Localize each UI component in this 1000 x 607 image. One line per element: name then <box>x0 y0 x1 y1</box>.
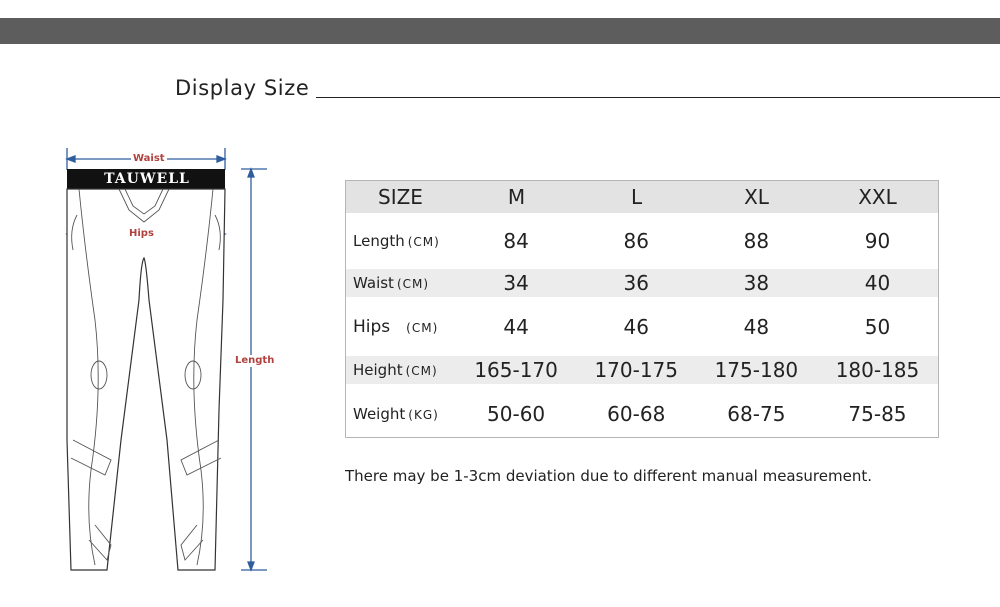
hips-label: Hips <box>129 228 154 239</box>
waist-label: Waist <box>133 153 165 164</box>
row-label <box>346 317 456 337</box>
table-cell: 50 <box>864 315 891 339</box>
pants-diagram <box>55 140 285 580</box>
table-cell: 88 <box>743 229 770 253</box>
row-label-text: Waist <box>353 274 394 292</box>
table-cell: 34 <box>503 271 529 295</box>
row-unit: (CM) <box>406 321 439 335</box>
table-cell: 90 <box>864 229 891 253</box>
table-row-hips <box>346 307 938 347</box>
table-row-height <box>346 356 938 384</box>
table-cell: 46 <box>623 315 649 339</box>
table-cell: 48 <box>743 315 770 339</box>
table-cell: 40 <box>864 271 891 295</box>
row-label <box>346 405 456 423</box>
row-unit: (CM) <box>405 364 438 378</box>
table-row-weight <box>346 394 938 434</box>
table-cell: 36 <box>623 271 649 295</box>
top-banner-bar <box>0 18 1000 44</box>
table-cell: 86 <box>623 229 649 253</box>
row-label <box>346 232 456 250</box>
row-label-text: Weight <box>353 405 406 423</box>
table-cell: 75-85 <box>848 402 907 426</box>
table-cell: 50-60 <box>487 402 546 426</box>
section-title: Display Size <box>175 76 310 100</box>
length-label: Length <box>235 355 275 366</box>
table-row-length <box>346 221 938 261</box>
measurement-note: There may be 1-3cm deviation due to different manual measurement. <box>345 467 872 485</box>
brand-logo: TAUWELL <box>104 171 190 187</box>
table-cell: 38 <box>743 271 770 295</box>
size-header: M <box>507 185 526 209</box>
row-label-text: Length <box>353 232 405 250</box>
title-underline <box>316 97 1000 98</box>
size-header-label: SIZE <box>378 185 423 209</box>
table-cell: 84 <box>503 229 529 253</box>
row-label-text: Height <box>353 361 403 379</box>
row-label <box>346 274 456 292</box>
row-unit: (KG) <box>408 408 439 422</box>
size-header: XXL <box>858 185 897 209</box>
row-label-text: Hips <box>353 317 391 337</box>
table-cell: 180-185 <box>835 358 920 382</box>
row-label <box>346 361 456 379</box>
table-cell: 175-180 <box>714 358 799 382</box>
row-unit: (CM) <box>407 235 440 249</box>
row-unit: (CM) <box>396 277 430 291</box>
table-cell: 68-75 <box>727 402 786 426</box>
table-cell: 170-175 <box>594 358 679 382</box>
table-cell: 44 <box>503 315 529 339</box>
size-chart-table <box>345 180 939 438</box>
table-header-row <box>346 181 938 213</box>
size-header: XL <box>744 185 769 209</box>
table-cell: 165-170 <box>474 358 558 382</box>
table-row-waist <box>346 269 938 297</box>
size-header: L <box>630 185 643 209</box>
table-cell: 60-68 <box>607 402 666 426</box>
